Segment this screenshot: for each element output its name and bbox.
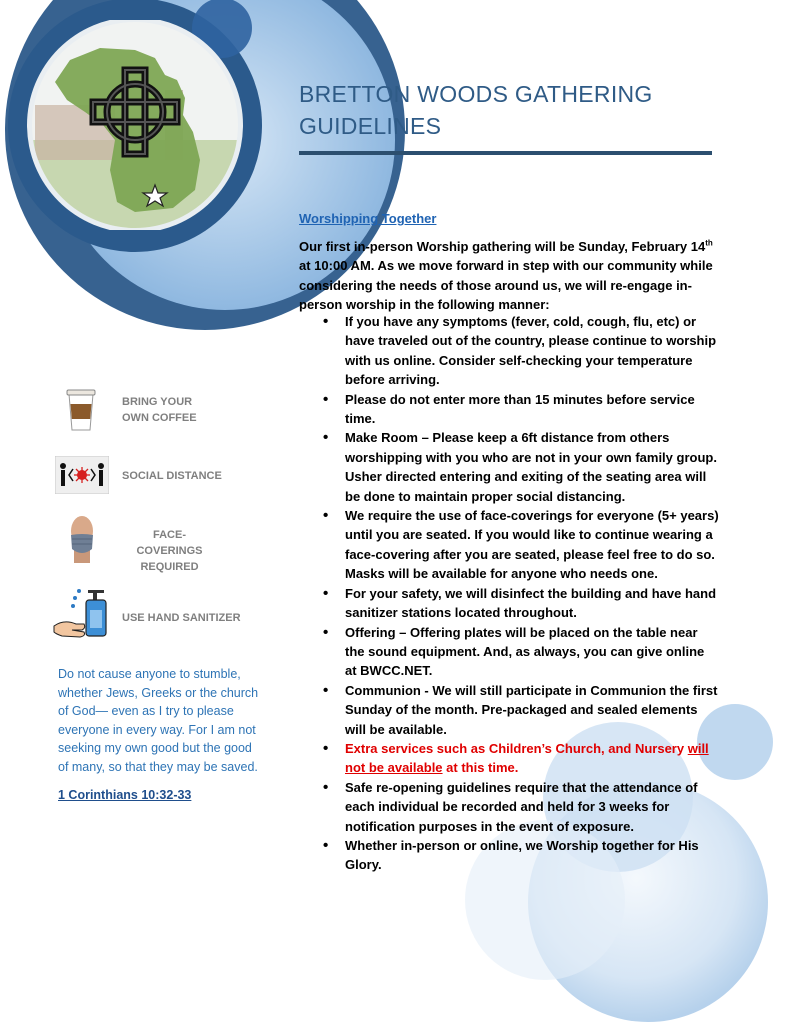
social-distance-icon xyxy=(55,456,109,494)
list-item: • For your safety, we will disinfect the building and have hand sanitizer stations located throughout. xyxy=(345,584,719,623)
coffee-label: BRING YOUR OWN COFFEE xyxy=(122,396,197,424)
distance-label: SOCIAL DISTANCE xyxy=(122,470,222,482)
list-item: • Communion - We will still participate in Communion the first Sunday of the month. Pre-packaged and sealed elements will be available. xyxy=(345,681,719,739)
scripture-reference: 1 Corinthians 10:32-33 xyxy=(58,788,192,802)
church-logo xyxy=(15,20,255,230)
title-divider xyxy=(299,151,712,155)
guidelines-list xyxy=(299,312,719,875)
list-item: • Whether in-person or online, we Worship together for His Glory. xyxy=(345,836,719,875)
page-title: BRETTON WOODS GATHERING GUIDELINES xyxy=(299,81,653,139)
intro-paragraph: Our first in-person Worship gathering will be Sunday, February 14th at 10:00 AM. As we move forward in step with our community while considering the needs of those around us, we will re-engage in-person worship in the following manner: xyxy=(299,238,713,313)
list-item: • Safe re-opening guidelines require that the attendance of each individual be recorded and held for 3 weeks for notification purposes in the event of exposure. xyxy=(345,778,719,836)
list-item: • Please do not enter more than 15 minutes before service time. xyxy=(345,390,719,429)
section-heading: Worshipping Together xyxy=(299,211,437,226)
scripture-verse: Do not cause anyone to stumble, whether Jews, Greeks or the church of God— even as I try to please everyone in every way. For I am not seeking my own good but the good of many, so that they may be saved. xyxy=(58,667,259,774)
list-item: • Offering – Offering plates will be placed on the table near the sound equipment. And, as always, you can give online at BWCC.NET. xyxy=(345,623,719,681)
list-item: • If you have any symptoms (fever, cold, cough, flu, etc) or have traveled out of the country, please continue to worship with us online. Consider self-checking your temperature before arriving. xyxy=(345,312,719,390)
sanitizer-label: USE HAND SANITIZER xyxy=(122,612,241,624)
list-item: • Make Room – Please keep a 6ft distance from others worshipping with you who are not in your own family group. Usher directed entering and exiting of the seating area will be done to maintain proper social distancing. xyxy=(345,428,719,506)
list-item: • We require the use of face-coverings for everyone (5+ years) until you are seated. If you would like to continue wearing a face-covering after you are seated, please feel free to do so. Masks will be available for anyone who needs one. xyxy=(345,506,719,584)
face-mask-icon xyxy=(66,513,98,565)
coffee-cup-icon xyxy=(64,388,98,432)
list-item-notice: • Extra services such as Children’s Church, and Nursery will not be available at this time. xyxy=(345,739,719,778)
mask-label: FACE-COVERINGS REQUIRED xyxy=(136,529,203,573)
hand-sanitizer-icon xyxy=(52,586,112,644)
